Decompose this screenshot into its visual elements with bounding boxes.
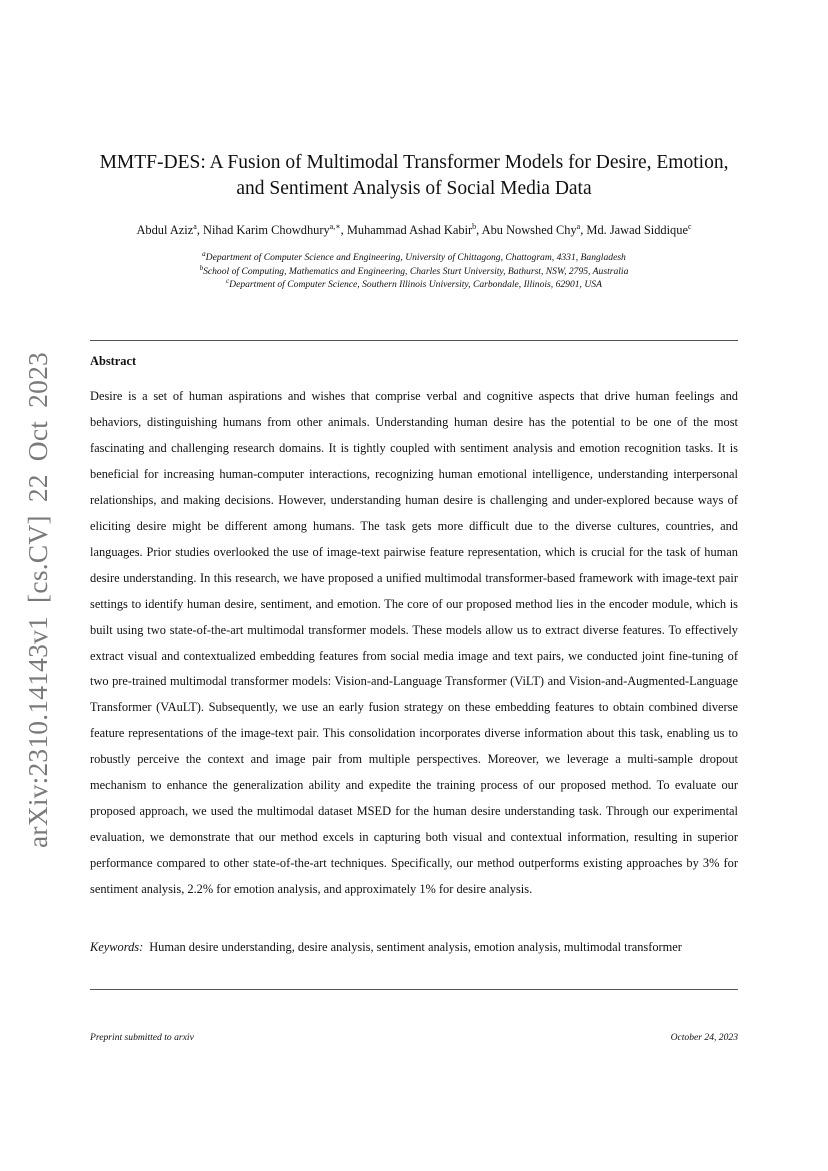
author-affiliation-mark: b: [472, 222, 477, 231]
abstract-heading: Abstract: [90, 354, 137, 368]
author-separator: ,: [580, 223, 587, 237]
affiliation-text: Department of Computer Science, Southern Illinois University, Carbondale, Illinois, 62901, USA: [229, 279, 602, 291]
affiliation-text: School of Computing, Mathematics and Engineering, Charles Sturt University, Bathurst, NSW, 2795, Australia: [203, 265, 629, 277]
paper-title-line-1: MMTF-DES: A Fusion of Multimodal Transformer Models for Desire, Emotion,: [99, 152, 729, 173]
author-separator: ,: [196, 223, 204, 237]
affiliation-mark: b: [199, 263, 204, 272]
affiliation-item: [60, 251, 768, 265]
footer-preprint-note: Preprint submitted to arxiv: [90, 1032, 194, 1043]
author-affiliation-mark: a: [576, 222, 581, 231]
author-name: Abdul Aziz: [136, 223, 194, 237]
author-affiliation-mark: a,∗: [329, 222, 341, 231]
keywords: [90, 935, 738, 959]
author-name: Muhammad Ashad Kabir: [346, 223, 473, 237]
keywords-text: Human desire understanding, desire analysis, sentiment analysis, emotion analysis, multimodal transformer: [149, 940, 682, 954]
affiliation-item: [60, 278, 768, 292]
abstract-body: Desire is a set of human aspirations and wishes that comprise verbal and cognitive aspects that drive human feelings and behaviors, distinguishing humans from other animals. Understanding human desire has the potential to be one of the most fascinating and challenging research domains. It is tightly coupled with sentiment analysis and emotion recognition tasks. It is beneficial for increasing human-computer interactions, recognizing human emotional intelligence, understanding interpersonal relationships, and making decisions. However, understanding human desire is challenging and under-explored because ways of eliciting desire might be different among humans. The task gets more difficult due to the diverse cultures, countries, and languages. Prior studies overlooked the use of image-text pairwise feature representation, which is crucial for the task of human desire understanding. In this research, we have proposed a unified multimodal transformer-based framework with image-text pair settings to identify human desire, sentiment, and emotion. The core of our proposed method lies in the encoder module, which is built using two state-of-the-art multimodal transformer models. These models allow us to extract diverse features. To effectively extract visual and contextualized embedding features from social media image and text pairs, we conducted joint fine-tuning of two pre-trained multimodal transformer models: Vision-and-Language Transformer (ViLT) and Vision-and-Augmented-Language Transformer (VAuLT). Subsequently, we use an early fusion strategy on these embedding features to obtain combined diverse feature representations of the image-text pair. This consolidation incorporates diverse information about this task, enabling us to robustly perceive the context and image pair from multiple perspectives. Moreover, we leverage a multi-sample dropout mechanism to enhance the generalization ability and expedite the training process of our proposed method. To evaluate our proposed approach, we used the multimodal dataset MSED for the human desire understanding task. Through our experimental evaluation, we demonstrate that our method excels in capturing both visual and contextual information, resulting in superior performance compared to other state-of-the-art techniques. Specifically, our method outperforms existing approaches by 3% for sentiment analysis, 2.2% for emotion analysis, and approximately 1% for desire analysis.: [90, 389, 738, 897]
author-name: Abu Nowshed Chy: [481, 223, 577, 237]
author-separator: ,: [340, 223, 347, 237]
author-affiliation-mark: a: [193, 222, 197, 231]
bottom-divider: [90, 989, 738, 990]
footer-date: October 24, 2023: [670, 1032, 738, 1043]
affiliation-mark: c: [226, 277, 230, 286]
paper-title: [60, 150, 768, 202]
author-list: [60, 222, 768, 238]
author-name: Md. Jawad Siddique: [586, 223, 688, 237]
arxiv-side-stamp: arXiv:2310.14143v1 [cs.CV] 22 Oct 2023: [22, 352, 53, 848]
paper-title-line-2: and Sentiment Analysis of Social Media Data: [236, 178, 592, 199]
affiliation-list: [60, 251, 768, 292]
keywords-label: Keywords:: [90, 940, 144, 954]
affiliation-item: [60, 265, 768, 279]
affiliation-text: Department of Computer Science and Engineering, University of Chittagong, Chattogram, 4331, Bangladesh: [205, 252, 626, 263]
top-divider: [90, 340, 738, 341]
author-separator: ,: [476, 223, 482, 237]
affiliation-mark: a: [202, 250, 206, 258]
author-affiliation-mark: c: [687, 222, 692, 231]
author-name: Nihad Karim Chowdhury: [203, 223, 330, 237]
